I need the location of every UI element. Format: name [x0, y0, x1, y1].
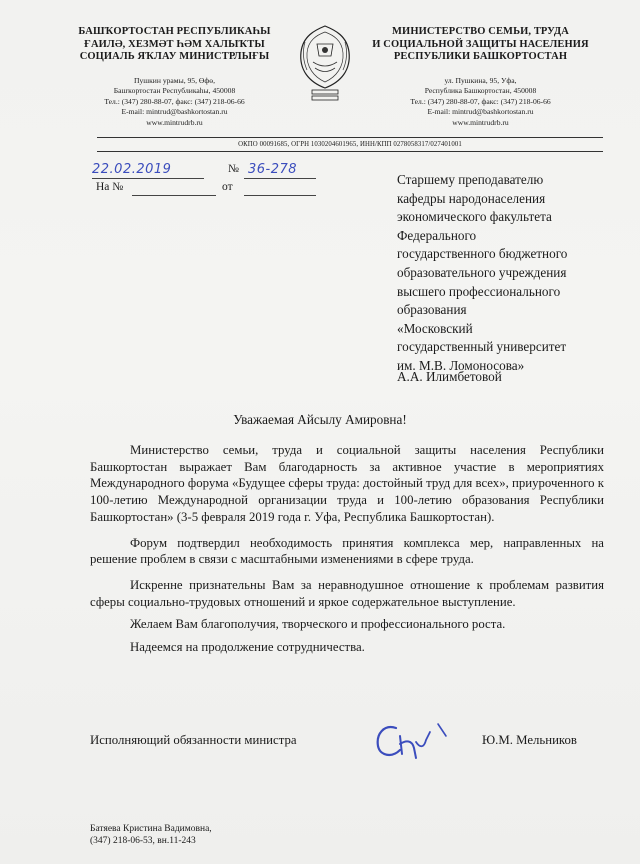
body-paragraph: Искренне признательны Вам за неравнодушное отношение к проблемам развития сферы социально-трудовых отношений и яркое содержательное выступление. — [90, 577, 604, 609]
handwritten-number: 36-278 — [248, 162, 298, 177]
header-divider-top — [97, 137, 603, 138]
registry-codes: ОКПО 00091685, ОГРН 1030204601965, ИНН/КПП 0278058317/027401001 — [238, 141, 462, 148]
on-number-underline — [132, 195, 216, 196]
number-underline — [244, 178, 316, 179]
salutation: Уважаемая Айсылу Амировна! — [233, 412, 407, 427]
letterhead-left-title: БАШҠОРТОСТАН РЕСПУБЛИКАҺЫ ҒАИЛӘ, ХЕЗМӘТ ҺӘМ ХАЛЫҠТЫ СОЦИАЛЬ ЯҠЛАУ МИНИСТРЛЫҒЫ — [78, 26, 271, 62]
from-underline — [244, 195, 316, 196]
body-paragraph: Министерство семьи, труда и социальной защиты населения Республики Башкортостан выражает Вам благодарность за активное участие в мероприятиях Международного форума «Будущее сферы труда: достойный труд для всех», приуроченного к 100-летию Международной организации труда и 100-летию образования Республики Башкортостан» (3-5 февраля 2019 года г. Уфа, Республика Башкортостан). — [90, 443, 604, 524]
letterhead-right — [368, 26, 593, 128]
letterhead-right-title: МИНИСТЕРСТВО СЕМЬИ, ТРУДА И СОЦИАЛЬНОЙ ЗАЩИТЫ НАСЕЛЕНИЯ РЕСПУБЛИКИ БАШКОРТОСТАН — [372, 26, 589, 62]
letterhead-left-address: Пушкин урамы, 95, Өфө, Башҡортостан Республикаһы, 450008 Тел.: (347) 280-88-07, факс: (347) 218-06-66 E-mail: mintrud@bashkortostan.ru www.mintrudrb.ru — [104, 75, 245, 127]
signatory-name: Ю.М. Мельников — [482, 733, 577, 747]
handwritten-signature — [370, 718, 460, 762]
letterhead-left — [62, 26, 287, 128]
addressee-name: А.А. Илимбетовой — [397, 369, 502, 384]
addressee-block: Старшему преподавателю кафедры народонаселения экономического факультета Федерального государственного бюджетного образовательного учреждения высшего профессионального образования «Московский государственный университет им. М.В. Ломоносова» — [397, 172, 568, 373]
signatory-title: Исполняющий обязанности министра — [90, 733, 297, 747]
letterhead-right-address: ул. Пушкина, 95, Уфа, Республика Башкортостан, 450008 Тел.: (347) 280-88-07, факс: (347) 218-06-66 E-mail: mintrud@bashkortostan.ru www.mintrudrb.ru — [410, 75, 551, 127]
from-label: от — [222, 181, 233, 193]
executor-phone: (347) 218-06-53, вн.11-243 — [90, 836, 196, 846]
coat-of-arms-emblem — [295, 22, 355, 110]
number-label: № — [228, 163, 239, 175]
header-divider-bottom — [97, 151, 603, 152]
handwritten-date: 22.02.2019 — [92, 162, 172, 177]
body-paragraph: Желаем Вам благополучия, творческого и профессионального роста. — [130, 617, 506, 632]
date-underline — [92, 178, 204, 179]
letter-body — [90, 442, 604, 656]
executor-info — [90, 823, 212, 847]
body-paragraph: Форум подтвердил необходимость принятия комплекса мер, направленных на решение проблем в связи с масштабными изменениями в сфере труда. — [90, 535, 604, 567]
executor-name: Батяева Кристина Вадимовна, — [90, 824, 212, 834]
on-number-label: На № — [96, 181, 124, 193]
body-paragraph: Надеемся на продолжение сотрудничества. — [130, 640, 365, 655]
